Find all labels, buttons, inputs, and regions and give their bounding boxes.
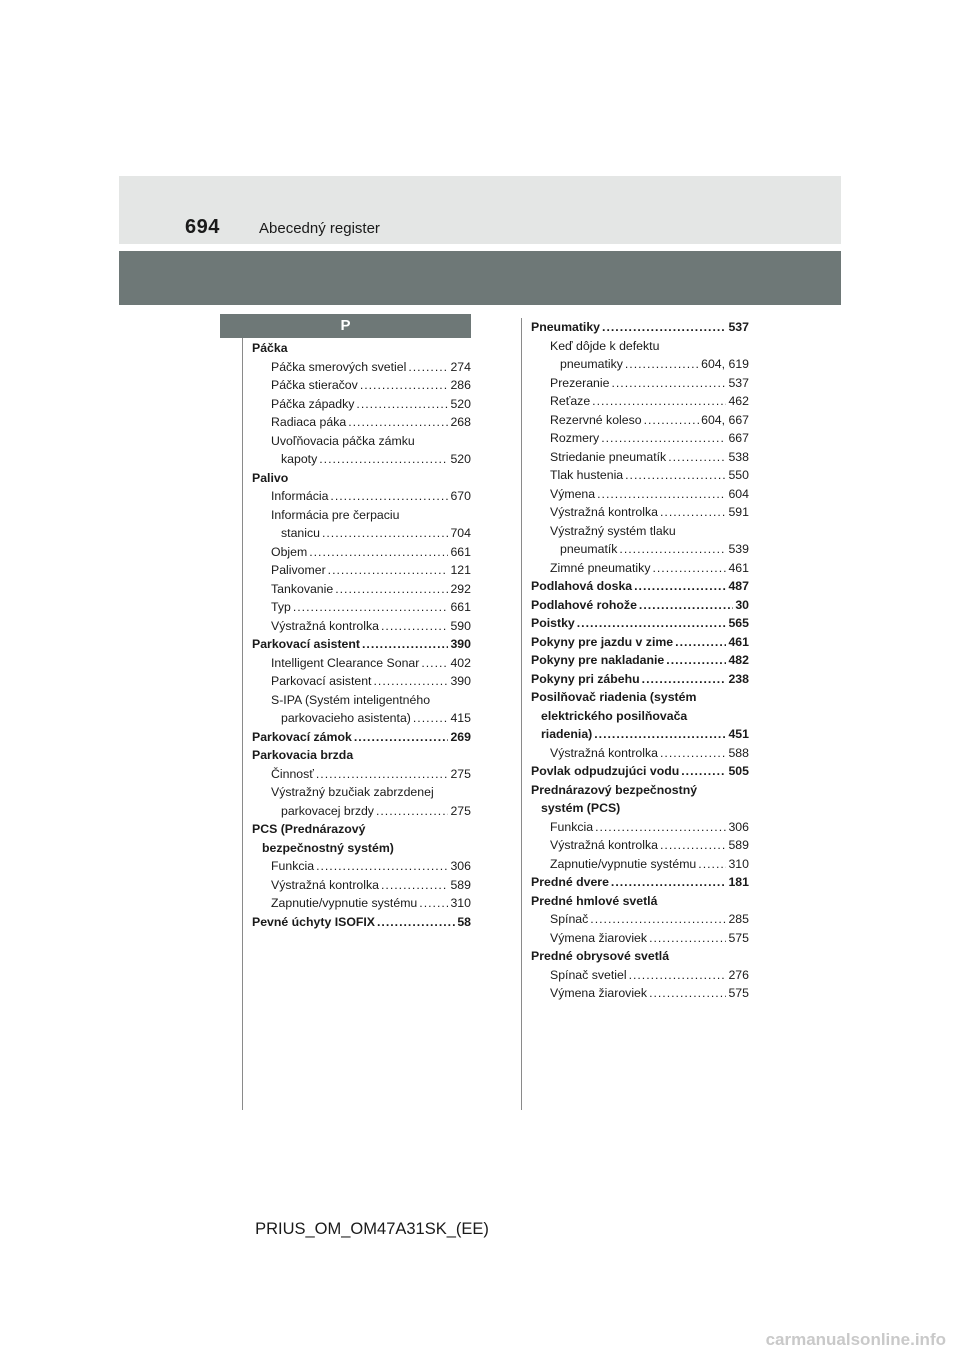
index-entry-label: Parkovací asistent [252,637,361,651]
index-entry [531,910,749,929]
index-entry-label: Zapnutie/vypnutie systému [271,896,418,910]
index-entry-page: 238 [728,671,749,686]
index-entry-label: Prednárazový bezpečnostný [531,782,698,797]
index-entry-label: Pokyny pre jazdu v zime [531,634,674,649]
index-entry [252,635,471,654]
dot-leader [652,559,726,578]
index-entry-label: Výstražný systém tlaku [550,523,676,538]
dot-leader [611,374,726,393]
dot-leader [619,540,726,559]
index-entry [531,762,749,781]
index-entry [531,614,749,633]
dot-leader [681,762,726,781]
dot-leader [660,836,726,855]
dot-leader [668,448,726,467]
index-entry-label: Funkcia [550,819,594,834]
index-entry-label: Výmena žiaroviek [550,986,648,1000]
index-entry [531,781,749,800]
index-entry-label: S-IPA (Systém inteligentného [271,692,431,707]
index-entry [252,857,471,876]
dot-leader [629,966,727,985]
index-entry [531,577,749,596]
index-entry-label: bezpečnostný systém) [262,840,394,855]
index-entry [252,672,471,691]
dot-leader [698,855,726,874]
index-entry-page: 604, 619 [701,357,749,371]
index-entry-label: parkovacieho asistenta) [281,711,411,725]
index-entry [531,392,749,411]
index-entry [531,522,749,541]
index-entry [252,469,471,488]
index-entry-label: Objem [271,544,308,559]
dot-leader [602,318,726,337]
dot-leader [335,580,448,599]
index-entry-page: 520 [450,396,471,411]
index-entry [531,836,749,855]
index-entry-label: parkovacej brzdy [281,803,374,818]
dot-leader [316,857,448,876]
index-entry [252,358,471,377]
dot-leader [330,487,448,506]
page-number: 694 [185,216,220,238]
index-entry [252,524,471,543]
index-entry-label: Spínač [550,912,589,926]
dot-leader [362,635,448,654]
index-entry-label: Funkcia [271,859,315,873]
index-entry [531,966,749,985]
index-entry-label: Výstražná kontrolka [550,838,658,852]
index-entry [252,746,471,765]
index-entry-page: 275 [450,803,471,818]
dot-leader [381,876,448,895]
index-entry-label: Informácia pre čerpaciu [271,507,400,522]
index-entry [531,651,749,670]
index-entry-page: 274 [450,359,471,374]
index-entry-page: 505 [728,764,749,778]
index-entry [252,765,471,784]
index-entry-page: 565 [728,616,749,630]
index-entry-page: 539 [728,542,749,556]
index-entry-label: elektrického posilňovača [541,708,688,723]
index-entry-label: Páčka [252,341,288,355]
dot-leader [322,524,449,543]
index-entry-label: Poistky [531,616,575,630]
index-entry-label: Predné hmlové svetlá [531,893,658,908]
index-entry-label: Parkovací asistent [271,674,372,688]
index-entry-page: 310 [728,856,749,871]
index-entry-label: Činnosť [271,766,314,781]
dot-leader [625,466,726,485]
index-entry [252,580,471,599]
index-entry-label: Pokyny pre nakladanie [531,653,665,667]
index-entry-page: 591 [728,505,749,519]
index-entry [252,598,471,617]
index-entry-page: 661 [450,600,471,614]
index-entry-label: pneumatiky [560,357,623,371]
index-entry-page: 30 [735,597,749,612]
index-entry-page: 285 [728,912,749,926]
index-entry-label: Palivomer [271,563,326,577]
index-entry-label: stanicu [281,526,320,540]
index-entry [252,487,471,506]
index-entry-page: 661 [450,544,471,559]
dot-leader [590,910,726,929]
index-entry-page: 275 [450,766,471,781]
index-entry-page: 667 [728,431,749,445]
index-entry-label: kapoty [281,452,318,466]
index-entry-label: Výstražná kontrolka [271,877,379,892]
index-entry-label: Predné dvere [531,875,609,889]
index-entry-label: Striedanie pneumatík [550,449,667,464]
index-entry [531,411,749,430]
dot-leader [592,392,726,411]
index-entry [252,913,471,932]
index-letter-bar: P [220,314,471,338]
index-entry-label: Radiaca páka [271,415,347,429]
dot-leader [595,818,726,837]
index-entry-page: 589 [728,838,749,852]
index-entry-page: 462 [728,394,749,408]
index-entry-label: Uvoľňovacia páčka zámku [271,433,415,448]
index-entry [252,617,471,636]
index-entry [531,892,749,911]
index-entry [531,466,749,485]
index-entry [252,339,471,358]
index-entry-page: 704 [450,526,471,540]
index-entry-label: Prezeranie [550,375,610,390]
index-entry [531,744,749,763]
index-entry [531,707,749,726]
index-entry [252,876,471,895]
dot-leader [594,725,726,744]
index-entry-label: Zapnutie/vypnutie systému [550,856,697,871]
header-band [119,176,841,244]
right-column-rule [521,318,522,1110]
index-entry [531,485,749,504]
dot-leader [644,411,700,430]
index-entry [252,894,471,913]
header-dark-band [119,251,841,305]
index-entry-page: 575 [728,930,749,945]
index-entry-page: 461 [728,560,749,575]
index-column-left [252,339,471,931]
dot-leader [356,395,448,414]
index-entry [531,855,749,874]
index-entry [531,929,749,948]
index-entry [531,818,749,837]
index-entry-label: riadenia) [541,727,593,741]
index-entry [531,540,749,559]
left-column-rule [242,338,243,1110]
dot-leader [293,598,449,617]
index-entry-label: Posilňovač riadenia (systém [531,690,697,704]
dot-leader [319,450,448,469]
dot-leader [373,672,448,691]
index-entry-page: 402 [450,655,471,670]
index-entry-page: 482 [728,653,749,667]
index-entry [252,802,471,821]
index-entry-page: 286 [450,378,471,392]
index-entry [531,670,749,689]
index-entry-page: 390 [450,674,471,688]
index-entry-label: Informácia [271,489,329,503]
index-entry-label: Pokyny pri zábehu [531,671,640,686]
dot-leader [597,485,726,504]
dot-leader [639,596,733,615]
dot-leader [421,654,448,673]
index-entry-page: 537 [728,375,749,390]
index-entry-label: Pevné úchyty ISOFIX [252,914,376,929]
dot-leader [419,894,448,913]
index-entry-label: Spínač svetiel [550,967,627,982]
index-entry [531,633,749,652]
index-entry-label: Páčka stieračov [271,378,358,392]
index-entry-page: 121 [450,563,471,577]
index-entry-label: Palivo [252,470,289,485]
index-entry [252,506,471,525]
index-entry-label: Pneumatiky [531,320,601,334]
index-entry [252,543,471,562]
index-entry [531,503,749,522]
index-entry [252,820,471,839]
index-entry-label: Povlak odpudzujúci vodu [531,764,680,778]
index-entry-page: 292 [450,581,471,596]
index-entry [531,688,749,707]
index-entry [531,355,749,374]
index-entry [252,395,471,414]
index-entry [531,337,749,356]
index-entry-page: 538 [728,449,749,464]
index-column-right [531,318,749,1003]
index-entry [252,654,471,673]
dot-leader [666,651,726,670]
dot-leader [354,728,449,747]
index-entry-page: 604 [728,486,749,501]
index-entry-page: 306 [728,819,749,834]
index-entry-page: 604, 667 [701,412,749,427]
index-entry-page: 269 [450,729,471,744]
index-entry-page: 310 [450,896,471,910]
dot-leader [360,376,449,395]
dot-leader [642,670,727,689]
index-entry-page: 550 [728,468,749,482]
dot-leader [328,561,449,580]
index-entry-page: 589 [450,877,471,892]
index-entry-label: PCS (Prednárazový [252,822,366,836]
index-entry-label: Podlahové rohože [531,597,637,612]
dot-leader [309,543,448,562]
dot-leader [649,984,726,1003]
index-entry-label: systém (PCS) [541,801,621,815]
index-entry-page: 390 [450,637,471,651]
dot-leader [377,913,455,932]
section-title: Abecedný register [259,220,380,237]
index-entry-label: Rozmery [550,431,600,445]
index-entry [252,691,471,710]
index-entry-label: Výmena [550,486,596,501]
index-entry-label: Páčka smerových svetiel [271,359,407,374]
index-entry [252,561,471,580]
index-entry-label: pneumatík [560,542,618,556]
index-entry-label: Parkovací zámok [252,729,352,744]
dot-leader [634,577,726,596]
dot-leader [413,709,449,728]
index-entry-page: 670 [450,489,471,503]
index-entry-page: 415 [450,711,471,725]
index-entry-label: Výstražná kontrolka [271,618,379,633]
index-entry-label: Výstražný bzučiak zabrzdenej [271,785,434,799]
document-footer: PRIUS_OM_OM47A31SK_(EE) [255,1220,489,1238]
index-entry [531,799,749,818]
index-entry [252,432,471,451]
index-entry-page: 276 [728,967,749,982]
index-entry-page: 590 [450,618,471,633]
index-entry-page: 520 [450,452,471,466]
index-entry [252,709,471,728]
dot-leader [611,873,727,892]
index-entry [252,376,471,395]
index-entry-page: 58 [457,914,471,929]
index-entry-page: 268 [450,415,471,429]
dot-leader [675,633,726,652]
dot-leader [601,429,726,448]
index-entry [531,559,749,578]
index-entry [531,596,749,615]
index-entry-label: Zimné pneumatiky [550,560,651,575]
index-entry [531,448,749,467]
index-entry-page: 181 [728,875,749,889]
index-entry-page: 451 [728,727,749,741]
index-entry-label: Rezervné koleso [550,412,642,427]
index-entry-label: Výstražná kontrolka [550,745,658,760]
index-entry [252,783,471,802]
dot-leader [660,503,726,522]
index-entry-page: 575 [728,986,749,1000]
index-entry [252,839,471,858]
index-entry-label: Podlahová doska [531,579,633,593]
index-entry [531,984,749,1003]
index-entry-label: Páčka západky [271,396,355,411]
index-entry-label: Parkovacia brzda [252,748,354,762]
dot-leader [577,614,727,633]
index-entry [252,413,471,432]
dot-leader [376,802,449,821]
dot-leader [408,358,448,377]
index-entry [252,728,471,747]
index-entry [531,873,749,892]
index-entry [531,947,749,966]
index-entry [252,450,471,469]
index-entry-page: 588 [728,745,749,760]
dot-leader [625,355,699,374]
index-entry-page: 461 [728,634,749,649]
index-entry-page: 306 [450,859,471,873]
watermark: carmanualsonline.info [765,1330,946,1349]
dot-leader [316,765,449,784]
index-entry-label: Tlak hustenia [550,468,624,482]
dot-leader [660,744,726,763]
dot-leader [348,413,448,432]
index-entry [531,318,749,337]
index-entry [531,429,749,448]
index-entry [531,725,749,744]
index-entry-page: 537 [728,320,749,334]
index-entry-label: Tankovanie [271,581,334,596]
index-entry-label: Intelligent Clearance Sonar [271,655,420,670]
index-entry [531,374,749,393]
index-entry-label: Výmena žiaroviek [550,930,648,945]
dot-leader [649,929,726,948]
index-entry-label: Typ [271,600,291,614]
index-entry-page: 487 [728,579,749,593]
index-entry-label: Keď dôjde k defektu [550,338,660,353]
dot-leader [381,617,448,636]
index-entry-label: Výstražná kontrolka [550,505,658,519]
index-entry-label: Predné obrysové svetlá [531,949,670,963]
index-entry-label: Reťaze [550,394,591,408]
